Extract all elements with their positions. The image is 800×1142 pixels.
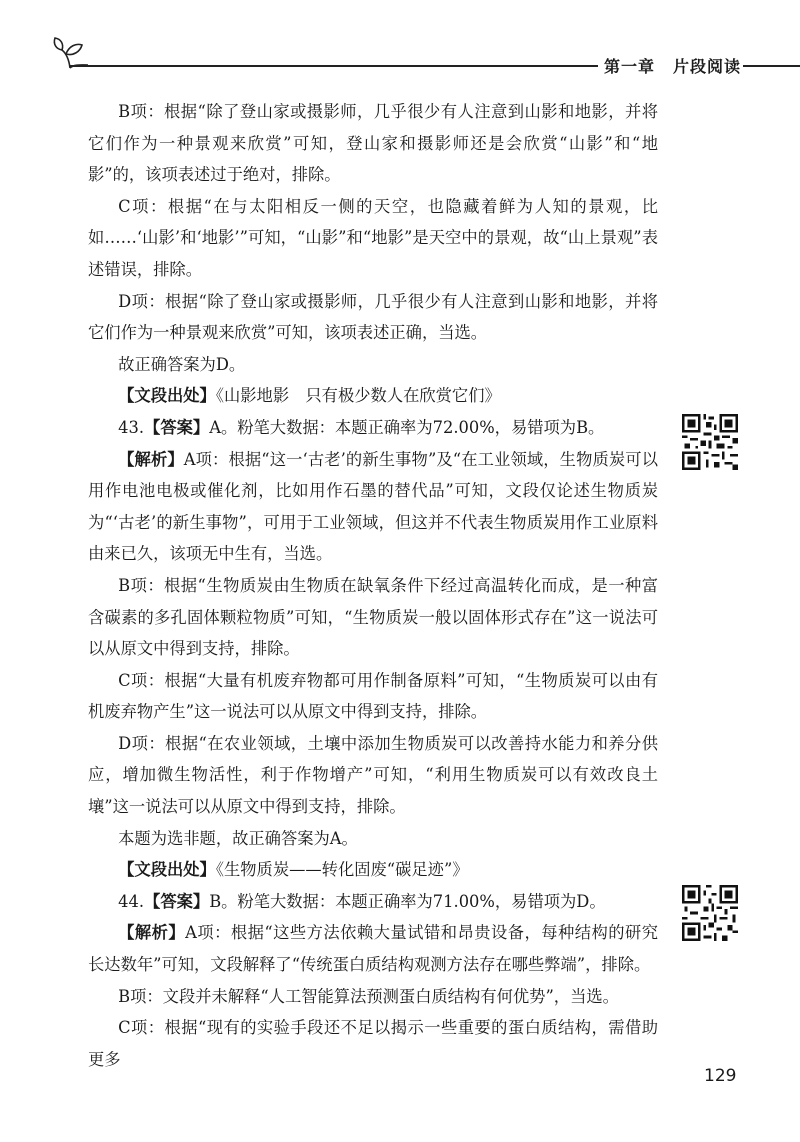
source-label: 【文段出处】 — [118, 860, 216, 880]
source-label: 【文段出处】 — [118, 386, 216, 406]
chapter-label: 第一章 — [604, 57, 656, 76]
source-title: 《生物质炭——转化固废“碳足迹”》 — [215, 860, 469, 880]
analysis-paragraph — [88, 917, 658, 980]
paragraph: C项：根据“在与太阳相反一侧的天空，也隐藏着鲜为人知的景观，比如……‘山影’和‘地影’”可知，“山影”和“地影”是天空中的景观，故“山上景观”表述错误，排除。 — [88, 196, 658, 279]
analysis-text: A项：根据“这些方法依赖大量试错和昂贵设备，每种结构的研究长达数年”可知，文段解释了“传统蛋白质结构观测方法存在哪些弊端”，排除。 — [88, 923, 658, 975]
paragraph: B项：根据“生物质炭由生物质在缺氧条件下经过高温转化而成，是一种富含碳素的多孔固体颗粒物质”可知，“生物质炭一般以固体形式存在”这一说法可以从原文中得到支持，排除。 — [88, 575, 658, 659]
answer-paragraph — [88, 412, 658, 444]
answer-label: 【答案】 — [144, 891, 210, 911]
answer-label: 【答案】 — [144, 417, 210, 437]
analysis-paragraph — [88, 444, 658, 570]
analysis-label: 【解析】 — [118, 923, 186, 943]
answer-text: A。粉笔大数据：本题正确率为72.00%，易错项为B。 — [209, 417, 605, 437]
source-paragraph — [88, 854, 658, 886]
paragraph: B项：根据“除了登山家或摄影师，几乎很少有人注意到山影和地影，并将它们作为一种景观来欣赏”可知，登山家和摄影师还是会欣赏“山影”和“地影”的，该项表述过于绝对，排除。 — [88, 102, 658, 185]
page-body — [88, 96, 658, 1075]
qr-code-icon[interactable] — [682, 885, 738, 941]
paragraph: C项：根据“大量有机废弃物都可用作制备原料”可知，“生物质炭可以由有机废弃物产生”这一说法可以从原文中得到支持，排除。 — [88, 670, 658, 722]
page-number: 129 — [704, 1066, 737, 1086]
chapter-title — [604, 54, 741, 77]
paragraph: B项：文段并未解释“人工智能算法预测蛋白质结构有何优势”，当选。 — [118, 986, 619, 1006]
qr-code-icon[interactable] — [682, 414, 738, 470]
answer-text: B。粉笔大数据：本题正确率为71.00%，易错项为D。 — [209, 891, 606, 911]
paragraph: D项：根据“在农业领域，土壤中添加生物质炭可以改善持水能力和养分供应，增加微生物活性，利于作物增产”可知，“利用生物质炭可以有效改良土壤”这一说法可以从原文中得到支持，排除。 — [88, 733, 658, 817]
analysis-label: 【解析】 — [118, 449, 184, 469]
paragraph: C项：根据“现有的实验手段还不足以揭示一些重要的蛋白质结构，需借助更多 — [88, 1018, 658, 1069]
page-header — [0, 0, 800, 80]
question-number: 43. — [118, 417, 145, 437]
source-title: 《山影地影 只有极少数人在欣赏它们》 — [215, 386, 501, 406]
header-rule-right — [743, 65, 800, 67]
source-paragraph — [88, 380, 658, 412]
paragraph: 故正确答案为D。 — [118, 354, 246, 374]
analysis-text: A项：根据“这一‘古老’的新生事物”及“在工业领域，生物质炭可以用作电池电极或催化剂，比如用作石墨的替代品”可知，文段仅论述生物质炭为“‘古老’的新生事物”，可用于工业领域，但这并不代表生物质炭用作工业原料由来已久，该项无中生有，当选。 — [88, 449, 658, 564]
paragraph: D项：根据“除了登山家或摄影师，几乎很少有人注意到山影和地影，并将它们作为一种景观来欣赏”可知，该项表述正确，当选。 — [88, 291, 658, 343]
question-number: 44. — [118, 891, 145, 911]
answer-paragraph — [88, 886, 658, 918]
section-label: 片段阅读 — [673, 57, 742, 76]
header-rule-left — [70, 65, 598, 67]
paragraph: 本题为选非题，故正确答案为A。 — [118, 828, 358, 848]
